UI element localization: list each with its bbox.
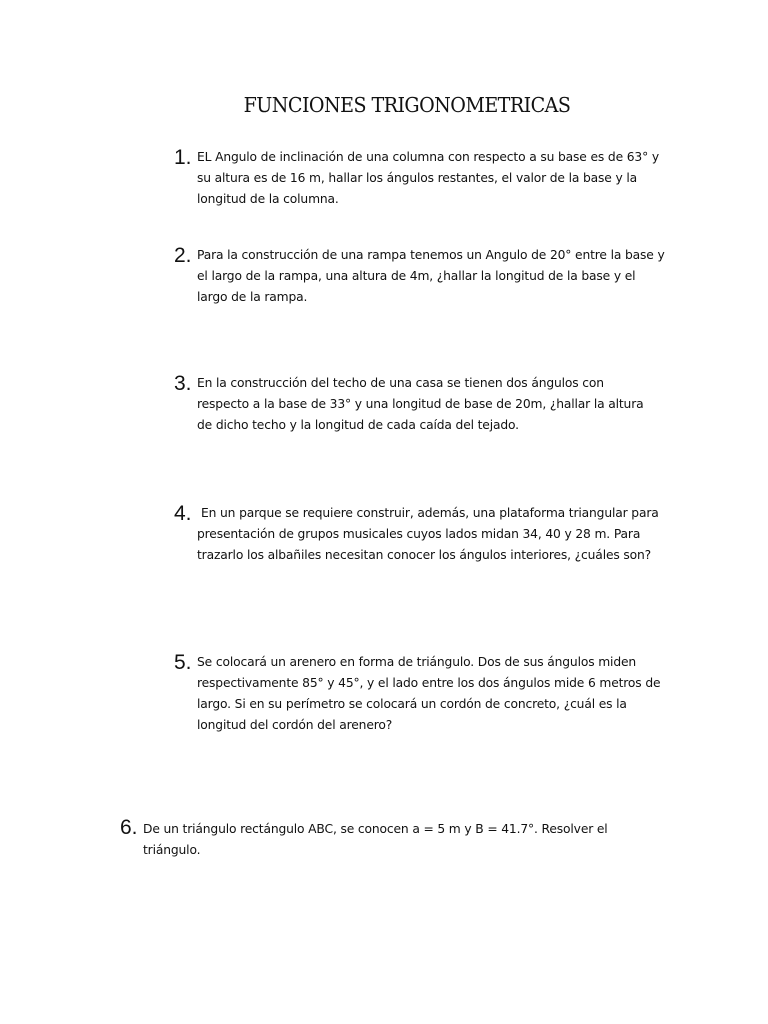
problem-number: 4.	[174, 502, 192, 525]
problem-text: De un triángulo rectángulo ABC, se conocen a = 5 m y B = 41.7°. Resolver el triángulo.	[143, 822, 608, 857]
problem-text: EL Angulo de inclinación de una columna con respecto a su base es de 63° y su altura es de 16 m, hallar los ángulos restantes, el valor de la base y la longitud de la columna.	[197, 150, 659, 206]
problem-text: Para la construcción de una rampa tenemos un Angulo de 20° entre la base y el largo de la rampa, una altura de 4m, ¿hallar la longitud de la base y el largo de la rampa.	[197, 248, 665, 304]
problem-number: 6.	[120, 816, 138, 839]
problem-number: 5.	[174, 651, 192, 674]
problem-number: 2.	[174, 244, 192, 267]
page-title: FUNCIONES TRIGONOMETRICAS	[243, 93, 571, 117]
problem-text: En un parque se requiere construir, además, una plataforma triangular para presentación de grupos musicales cuyos lados midan 34, 40 y 28 m. Para trazarlo los albañiles necesitan conocer los ángulos interiores, ¿cuáles son?	[197, 506, 659, 562]
problem-number: 1.	[174, 146, 192, 169]
problem-text: Se colocará un arenero en forma de triángulo. Dos de sus ángulos miden respectivamente 85° y 45°, y el lado entre los dos ángulos mide 6 metros de largo. Si en su perímetro se colocará un cordón de concreto, ¿cuál es la longitud del cordón del arenero?	[197, 655, 661, 732]
problem-number: 3.	[174, 372, 192, 395]
problem-text: En la construcción del techo de una casa se tienen dos ángulos con respecto a la base de 33° y una longitud de base de 20m, ¿hallar la altura de dicho techo y la longitud de cada caída del tejado.	[197, 376, 644, 432]
